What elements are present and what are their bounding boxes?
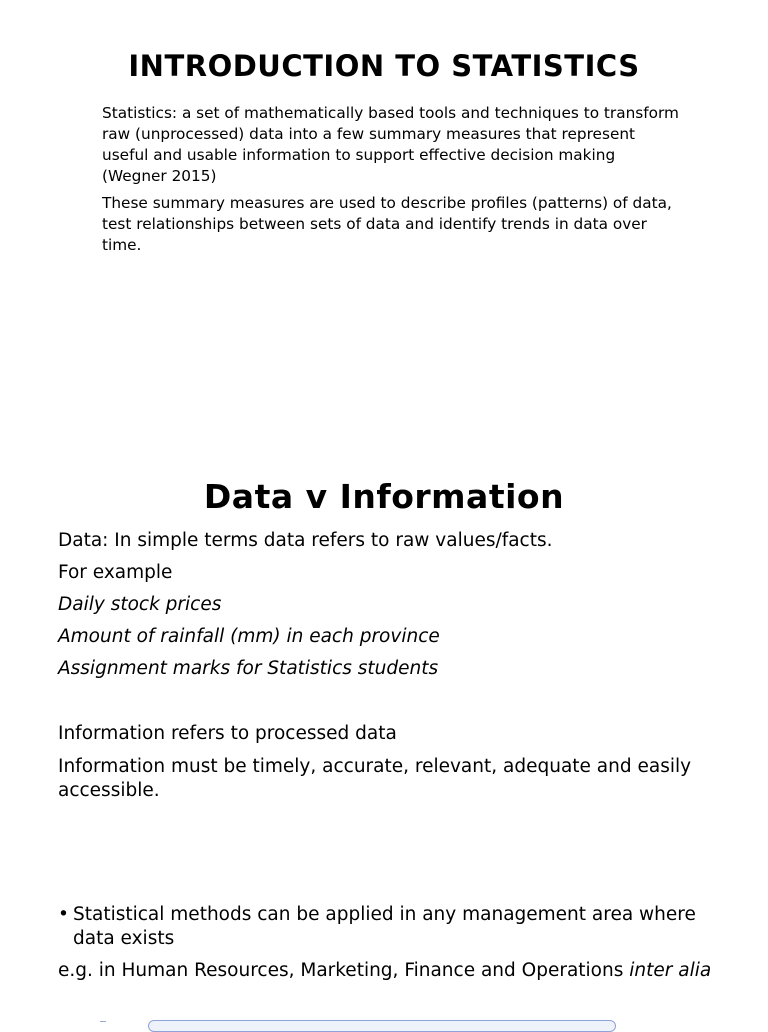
example-areas-text: e.g. in Human Resources, Marketing, Finance and Operations — [58, 960, 630, 981]
summary-measures-description: These summary measures are used to describe profiles (patterns) of data, test relationships between sets of data and identify trends in data over time. — [102, 194, 672, 254]
example-item: Assignment marks for Statistics students — [58, 658, 439, 679]
information-quality: Information must be timely, accurate, relevant, adequate and easily accessible. — [58, 756, 692, 801]
inter-alia-text: inter alia — [629, 960, 712, 981]
bullet-item — [58, 903, 718, 951]
slide-title-data-v-information: Data v Information — [203, 477, 565, 516]
for-example-label: For example — [58, 562, 173, 583]
information-definition: Information refers to processed data — [58, 723, 397, 744]
example-item: Daily stock prices — [58, 594, 222, 615]
next-slide-edge-box — [148, 1020, 616, 1032]
slide-title-introduction: INTRODUCTION TO STATISTICS — [128, 49, 640, 83]
example-areas — [58, 959, 711, 983]
example-item: Amount of rainfall (mm) in each province — [58, 626, 440, 647]
next-slide-edge-mark — [100, 1021, 106, 1025]
statistics-definition-block — [102, 103, 682, 262]
bullet-text: Statistical methods can be applied in any management area where data exists — [73, 904, 696, 949]
bullet-icon: • — [58, 904, 69, 925]
statistics-definition: Statistics: a set of mathematically based tools and techniques to transform raw (unprocessed) data into a few summary measures that represent useful and usable information to support effective decision making (Wegner 2015) — [102, 104, 679, 185]
data-definition: Data: In simple terms data refers to raw values/facts. — [58, 530, 553, 551]
